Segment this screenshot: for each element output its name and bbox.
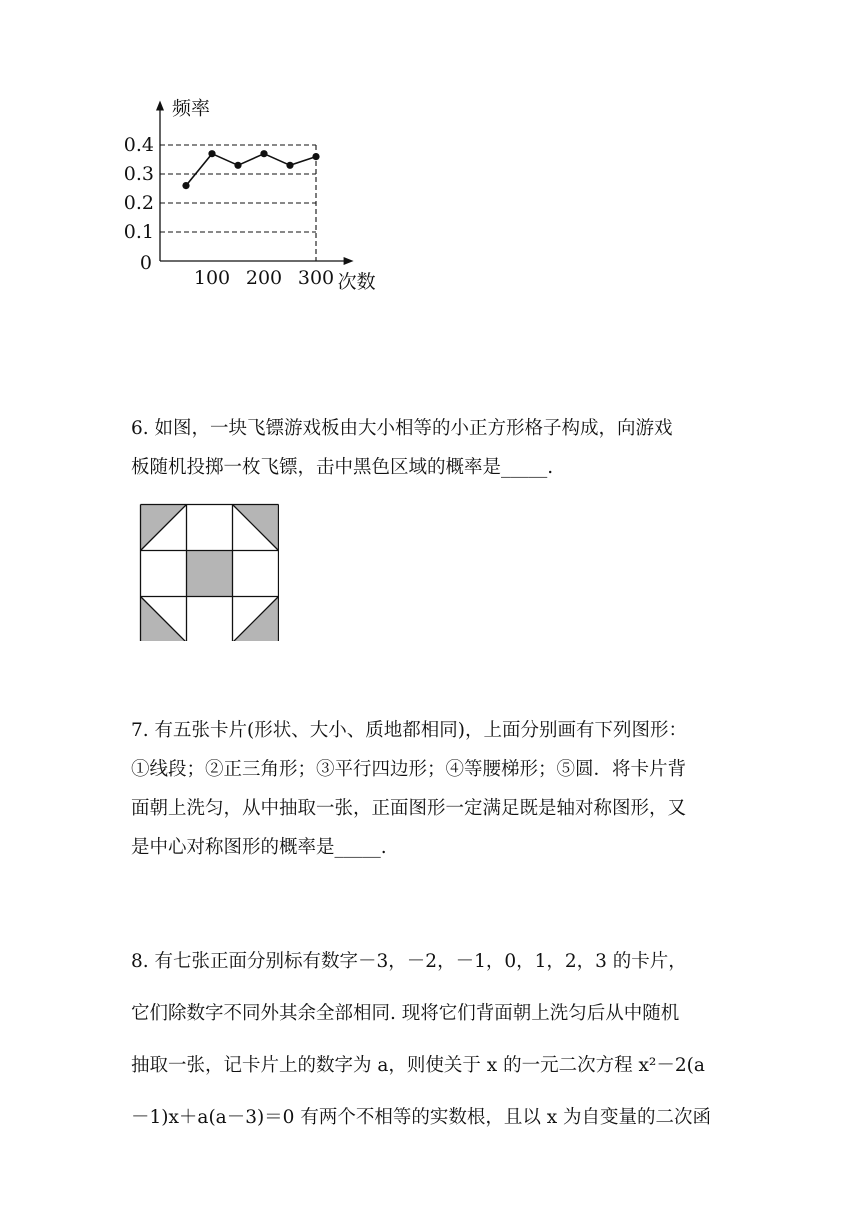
x-tick-label: 200 xyxy=(245,267,283,289)
series-line xyxy=(186,154,316,186)
y-tick-label: 0.2 xyxy=(123,192,154,214)
y-tick-label: 0.1 xyxy=(123,221,154,243)
question-8 xyxy=(131,936,731,1144)
question-7-line: 7. 有五张卡片(形状、大小、质地都相同)，上面分别画有下列图形： xyxy=(131,720,687,741)
y-tick-label: 0.3 xyxy=(123,163,154,185)
x-tick-label: 300 xyxy=(297,267,335,289)
question-8-line: 抽取一张，记卡片上的数字为 a，则使关于 x 的一元二次方程 x²－2(a xyxy=(131,1055,705,1076)
question-7-line: 是中心对称图形的概率是_____. xyxy=(131,837,387,858)
x-tick-label: 100 xyxy=(193,267,231,289)
frequency-chart-svg xyxy=(115,92,405,297)
frequency-line-chart xyxy=(115,92,405,297)
data-point xyxy=(286,162,293,169)
data-point xyxy=(312,153,319,160)
origin-label: 0 xyxy=(139,252,152,274)
data-point xyxy=(182,182,189,189)
x-axis-arrow xyxy=(344,257,354,265)
shaded-center-square xyxy=(187,551,233,597)
question-7-line: ①线段；②正三角形；③平行四边形；④等腰梯形；⑤圆．将卡片背 xyxy=(131,759,687,780)
y-axis-label: 频率 xyxy=(172,97,211,120)
y-tick-label: 0.4 xyxy=(123,134,154,156)
question-8-line: 它们除数字不同外其余全部相同. 现将它们背面朝上洗匀后从中随机 xyxy=(131,1003,680,1024)
y-axis-arrow xyxy=(156,101,164,111)
data-point xyxy=(208,150,215,157)
question-7-line: 面朝上洗匀，从中抽取一张，正面图形一定满足既是轴对称图形，又 xyxy=(131,798,687,819)
data-point xyxy=(234,162,241,169)
question-8-line: －1)x＋a(a－3)＝0 有两个不相等的实数根，且以 x 为自变量的二次函 xyxy=(131,1107,712,1128)
question-6 xyxy=(131,409,731,487)
question-6-line: 板随机投掷一枚飞镖，击中黑色区域的概率是_____. xyxy=(131,457,554,478)
data-point xyxy=(260,150,267,157)
dart-board-figure xyxy=(139,503,279,641)
question-8-line: 8. 有七张正面分别标有数字－3，－2，－1，0，1，2，3 的卡片， xyxy=(131,951,687,972)
question-6-line: 6. 如图，一块飞镖游戏板由大小相等的小正方形格子构成，向游戏 xyxy=(131,418,673,439)
x-axis-label: 次数 xyxy=(337,271,376,293)
question-7 xyxy=(131,711,731,867)
